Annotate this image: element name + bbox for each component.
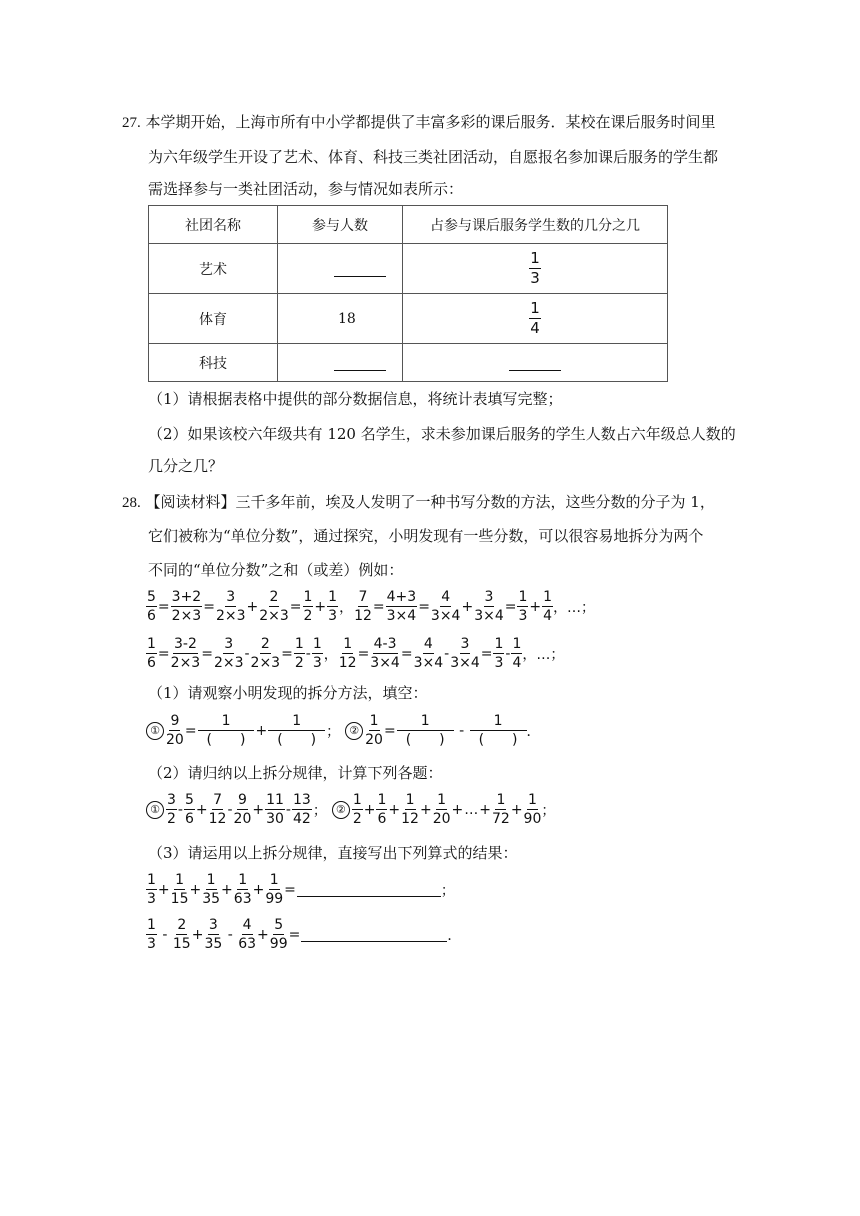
q27-part-2-line-2: 几分之几？ <box>148 457 224 475</box>
result-line-2: $\frac{1}{3}$ - $\frac{2}{15}$ + $\frac{3}{35}$ - $\frac{4}{63}$ + $\frac{5}{99}$ = ． <box>147 917 462 952</box>
fraction: $\frac{1}{3}$ <box>147 917 156 952</box>
fraction: $\frac{1}{6}$ <box>377 792 387 827</box>
fraction: $\frac{1}{4}$ <box>512 636 522 671</box>
fraction: $\frac{1}{2}$ <box>294 636 304 671</box>
fraction: $\frac{1}{3}$ <box>328 589 338 624</box>
fraction: $\frac{7}{12}$ <box>208 792 227 827</box>
q28-intro-line-1 <box>122 492 715 513</box>
table-header-name: 社团名称 <box>149 206 278 244</box>
q27-number: 27. <box>122 115 141 131</box>
table-cell-count: 18 <box>278 294 403 344</box>
circled-two: ② <box>332 801 350 819</box>
calculation-line: ① $\frac{3}{2}$ - $\frac{5}{6}$ + $\frac{7}{12}$ - $\frac{9}{20}$ + $\frac{11}{30}$ - $\frac{13}{42}$ ； ② $\frac{1}{2}$ + $\frac{1}{6}$ + $\frac{1}{12}$ + $\frac{1}{20}$ + … + $\frac{1}{72}$ + $\frac{1}{90}$ ； <box>146 793 555 826</box>
fraction: $\frac{3}{2\times 3}$ <box>215 589 246 624</box>
fraction: $\frac{1}{15}$ <box>170 872 189 907</box>
fraction: $\frac{1}{35}$ <box>202 872 221 907</box>
fraction: $\frac{1}{72}$ <box>491 792 510 827</box>
example-line-1-tail: ，…； <box>553 599 596 616</box>
fraction: $\frac{3}{3\times 4}$ <box>474 589 504 624</box>
fraction: $\frac{4+3}{3\times 4}$ <box>386 589 417 624</box>
example-line-1: $\frac{5}{6}$ = $\frac{3+2}{2\times 3}$ = $\frac{3}{2\times 3}$ + $\frac{2}{2\times 3}$ = $\frac{1}{2}$ + $\frac{1}{3}$ ， $\frac{7}{12}$ = $\frac{4+3}{3\times 4}$ = $\frac{4}{3\times 4}$ + $\frac{3}{3\times 4}$ = $\frac{1}{3}$ + $\frac{1}{4}$ ，…； <box>147 589 596 624</box>
answer-blank[interactable] <box>334 356 386 371</box>
fraction: $\frac{9}{20}$ <box>166 713 184 748</box>
table-cell-fraction <box>403 344 668 382</box>
fill-period: ． <box>526 723 541 740</box>
participation-table <box>148 205 668 382</box>
q28-intro-text-1: 【阅读材料】三千多年前，埃及人发明了一种书写分数的方法，这些分数的分子为 1， <box>145 493 715 511</box>
q27-part-1: （1）请根据表格中提供的部分数据信息，将统计表填写完整； <box>148 390 563 408</box>
fraction: $\frac{3}{2\times 3}$ <box>213 636 244 671</box>
fraction: $\frac{9}{20}$ <box>233 792 252 827</box>
calc-semicolon: ； <box>541 802 556 819</box>
table-cell-name: 科技 <box>149 344 278 382</box>
fraction-blank[interactable]: $\frac{1}{( )}$ <box>397 714 454 747</box>
q27-part-2-line-1: （2）如果该校六年级共有 120 名学生，求未参加课后服务的学生人数占六年级总人数的 <box>148 425 736 443</box>
q28-part-2: （2）请归纳以上拆分规律，计算下列各题： <box>148 764 443 782</box>
answer-blank[interactable] <box>509 356 561 371</box>
table-row <box>149 294 668 344</box>
fraction: $\frac{3}{3\times 4}$ <box>450 636 480 671</box>
fraction: $\frac{2}{2\times 3}$ <box>250 636 281 671</box>
fraction-blank[interactable]: $\frac{1}{( )}$ <box>470 714 527 747</box>
fraction: $\frac{3}{2}$ <box>167 792 176 827</box>
table-cell-count <box>278 244 403 294</box>
fraction: $\frac{1}{4}$ <box>530 299 540 337</box>
fraction: $\frac{1}{12}$ <box>338 636 357 671</box>
circled-one: ① <box>146 722 164 740</box>
fraction-blank[interactable]: $\frac{1}{( )}$ <box>268 714 325 747</box>
q28-number: 28. <box>122 495 141 511</box>
fill-in-line: ① $\frac{9}{20}$ = $\frac{1}{( )}$ + $\frac{1}{( )}$ ； ② $\frac{1}{20}$ = $\frac{1}{( )}$ - $\frac{1}{( )}$ ． <box>146 714 541 747</box>
table-header-fraction: 占参与课后服务学生数的几分之几 <box>403 206 668 244</box>
q28-intro-line-3: 不同的“单位分数”之和（或差）例如： <box>148 561 404 579</box>
fraction: $\frac{1}{2}$ <box>303 589 313 624</box>
fraction: $\frac{1}{3}$ <box>530 249 540 287</box>
fraction: $\frac{1}{3}$ <box>494 636 504 671</box>
q27-intro-line-2: 为六年级学生开设了艺术、体育、科技三类社团活动，自愿报名参加课后服务的学生都 <box>148 148 719 166</box>
fraction: $\frac{11}{30}$ <box>266 792 284 827</box>
fraction: $\frac{1}{20}$ <box>365 713 383 748</box>
fraction: $\frac{4}{3\times 4}$ <box>413 636 444 671</box>
fraction: $\frac{7}{12}$ <box>354 589 372 624</box>
fraction: $\frac{5}{6}$ <box>184 792 194 827</box>
table-header-row <box>149 206 668 244</box>
result-2-period: ． <box>447 927 462 944</box>
table-row <box>149 244 668 294</box>
fraction: $\frac{1}{3}$ <box>518 589 528 624</box>
fraction: $\frac{5}{6}$ <box>147 589 156 624</box>
circled-one: ① <box>146 801 164 819</box>
table-cell-name: 体育 <box>149 294 278 344</box>
fraction: $\frac{1}{2}$ <box>352 792 362 827</box>
result-line-1: $\frac{1}{3}$ + $\frac{1}{15}$ + $\frac{1}{35}$ + $\frac{1}{63}$ + $\frac{1}{99}$ = ； <box>147 872 455 907</box>
table-cell-fraction <box>403 294 668 344</box>
fraction: $\frac{3}{35}$ <box>204 917 223 952</box>
q27-intro-text-1: 本学期开始，上海市所有中小学都提供了丰富多彩的课后服务．某校在课后服务时间里 <box>145 113 716 131</box>
fraction: $\frac{1}{20}$ <box>432 792 451 827</box>
result-1-semicolon: ； <box>440 882 455 899</box>
fraction: $\frac{1}{63}$ <box>233 872 252 907</box>
fraction: $\frac{4-3}{3\times 4}$ <box>370 636 400 671</box>
answer-blank[interactable] <box>301 927 447 942</box>
answer-blank[interactable] <box>334 262 386 277</box>
fraction: $\frac{4}{3\times 4}$ <box>430 589 461 624</box>
table-cell-fraction <box>403 244 668 294</box>
q28-intro-line-2: 它们被称为“单位分数”，通过探究，小明发现有一些分数，可以很容易地拆分为两个 <box>148 527 704 545</box>
ellipsis: … <box>464 801 479 818</box>
example-line-2: $\frac{1}{6}$ = $\frac{3-2}{2\times 3}$ = $\frac{3}{2\times 3}$ - $\frac{2}{2\times 3}$ = $\frac{1}{2}$ - $\frac{1}{3}$ ， $\frac{1}{12}$ = $\frac{4-3}{3\times 4}$ = $\frac{4}{3\times 4}$ - $\frac{3}{3\times 4}$ = $\frac{1}{3}$ - $\frac{1}{4}$ ，…； <box>147 636 565 671</box>
fraction: $\frac{1}{12}$ <box>401 792 419 827</box>
q28-part-3: （3）请运用以上拆分规律，直接写出下列算式的结果： <box>148 844 518 862</box>
fraction: $\frac{1}{99}$ <box>265 872 284 907</box>
fraction: $\frac{1}{3}$ <box>312 636 322 671</box>
fraction: $\frac{2}{2\times 3}$ <box>259 589 289 624</box>
fraction-blank[interactable]: $\frac{1}{( )}$ <box>198 714 255 747</box>
fraction: $\frac{2}{15}$ <box>172 917 191 952</box>
fraction: $\frac{13}{42}$ <box>292 792 311 827</box>
fraction: $\frac{3+2}{2\times 3}$ <box>171 589 202 624</box>
circled-two: ② <box>345 722 363 740</box>
fraction: $\frac{1}{6}$ <box>147 636 156 671</box>
example-line-2-tail: ，…； <box>522 646 565 663</box>
table-cell-count <box>278 344 403 382</box>
q27-intro-line-3: 需选择参与一类社团活动，参与情况如表所示： <box>148 180 464 198</box>
fraction: $\frac{1}{4}$ <box>543 589 553 624</box>
table-row <box>149 344 668 382</box>
q27-intro-line-1 <box>122 112 716 133</box>
table-header-count: 参与人数 <box>278 206 403 244</box>
fraction: $\frac{4}{63}$ <box>238 917 257 952</box>
answer-blank[interactable] <box>297 882 441 897</box>
fraction: $\frac{3-2}{2\times 3}$ <box>170 636 201 671</box>
table-cell-name: 艺术 <box>149 244 278 294</box>
fraction: $\frac{1}{90}$ <box>523 792 542 827</box>
fraction: $\frac{1}{3}$ <box>147 872 156 907</box>
q28-part-1: （1）请观察小明发现的拆分方法，填空： <box>148 684 428 702</box>
fraction: $\frac{5}{99}$ <box>269 917 288 952</box>
